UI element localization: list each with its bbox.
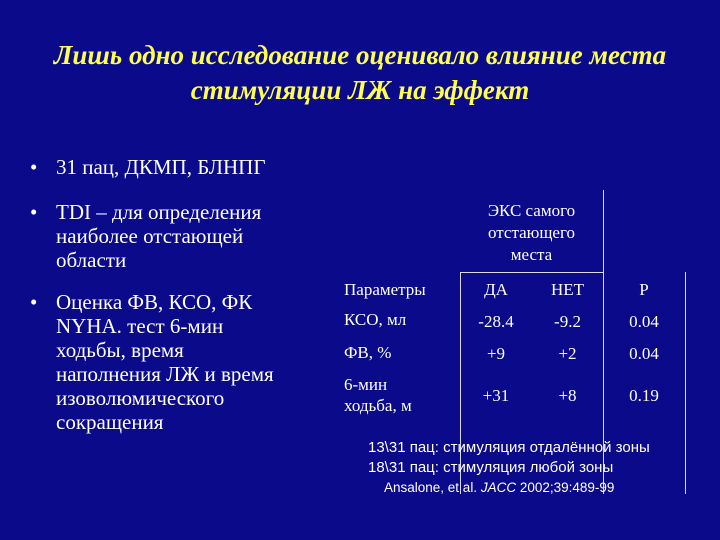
table-cell: +8 [558, 386, 577, 405]
citation [384, 478, 650, 498]
note-line-2: 18\31 пац: стимуляция любой зоны [368, 459, 614, 476]
group-header [460, 200, 603, 266]
table-cell: +9 [486, 344, 506, 363]
slide-title [0, 38, 720, 108]
bullet-2-line-2: наиболее отстающей [56, 224, 244, 248]
note-line-1: 13\31 пац: стимуляция отдалённой зоны [368, 439, 650, 456]
group-header-line-3: места [510, 245, 553, 264]
column-header: Параметры [344, 280, 426, 299]
column-header: НЕТ [550, 280, 585, 299]
citation-authors: Ansalone, et al. [384, 480, 481, 495]
table-cell: -9.2 [554, 312, 581, 331]
table-cell: 0.04 [629, 312, 659, 331]
bullet-3-line-1: Оценка ФВ, КСО, ФК [56, 290, 253, 314]
citation-reference: 2002;39:489-99 [516, 480, 615, 495]
table-divider [685, 272, 686, 494]
table-cell: ФВ, % [344, 343, 392, 362]
bullet-3-line-3: ходьбы, время [56, 338, 184, 362]
column-header: ДА [484, 280, 508, 299]
notes [368, 438, 650, 498]
table-cell: +31 [482, 386, 510, 405]
bullet-1-line-1: 31 пац, ДКМП, БЛНПГ [56, 155, 266, 179]
bullet-2-line-3: области [56, 248, 127, 272]
table-cell: -28.4 [478, 312, 514, 331]
bullet-3-line-4: наполнения ЛЖ и время [56, 362, 274, 386]
slide-title-line-2: стимуляции ЛЖ на эффект [190, 75, 530, 105]
table-cell-line-2: ходьба, м [344, 396, 412, 415]
table-cell: 0.19 [629, 386, 659, 405]
bullet-3-line-5: изоволюмического [56, 386, 225, 410]
group-header-line-1: ЭКС самого [487, 201, 576, 220]
citation-journal: JACC [480, 480, 517, 495]
group-header-line-2: отстающего [487, 223, 576, 242]
column-header: P [639, 280, 649, 299]
bullet-3-line-2: NYHA. тест 6-мин [56, 314, 224, 338]
table-cell [344, 374, 412, 416]
bullet-3-line-6: сокращения [56, 410, 164, 434]
bullet-dot-icon: • [30, 155, 38, 179]
slide-title-line-1: Лишь одно исследование оценивало влияние места [53, 40, 667, 70]
bullet-dot-icon: • [30, 290, 38, 314]
table-cell-line-1: 6-мин [344, 375, 388, 394]
bullet-dot-icon: • [30, 200, 38, 224]
table-cell: 0.04 [629, 344, 659, 363]
table-cell: +2 [558, 344, 577, 363]
table-cell: КСО, мл [344, 310, 407, 329]
bullet-2-line-1: TDI – для определения [56, 200, 262, 224]
table-divider [460, 272, 603, 273]
